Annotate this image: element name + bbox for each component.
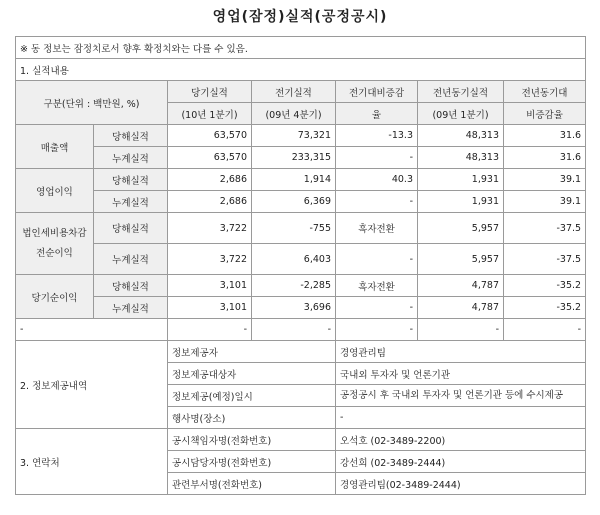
cell-prev: -2,285 [252,275,336,297]
page-title: 영업(잠정)실적(공정공시) [212,9,388,25]
category-operating-profit: 영업이익 [16,169,94,213]
category-pretax-income: 법인세비용차감전순이익 [16,213,94,275]
cell-prev-change: 흑자전환 [336,275,418,297]
cell-prev: 1,914 [252,169,336,191]
cell-yoy-change: 31.6 [504,147,586,169]
prev-header: 전기실적 [252,81,336,103]
yoy-change-subheader: 비증감율 [504,103,586,125]
notice-text: ※ 동 정보는 잠정치로서 향후 확정치와는 다를 수 있음. [16,37,586,59]
cell-current: 2,686 [168,191,252,213]
cell-yoy: 1,931 [418,191,504,213]
cell-prev-change: 흑자전환 [336,213,418,244]
cell-prev-change: - [336,147,418,169]
contact-key: 공시담당자명(전화번호) [168,451,336,473]
contact-key: 공시책임자명(전화번호) [168,429,336,451]
yoy-header: 전년동기실적 [418,81,504,103]
dash-cell: - [252,319,336,341]
row-kind: 당해실적 [94,213,168,244]
cell-prev: 3,696 [252,297,336,319]
cell-current: 3,722 [168,244,252,275]
contact-value: 경영관리팀(02-3489-2444) [336,473,586,495]
cell-yoy: 4,787 [418,275,504,297]
cell-current: 3,101 [168,297,252,319]
current-subheader: (10년 1분기) [168,103,252,125]
cell-prev: 73,321 [252,125,336,147]
dash-cell: - [418,319,504,341]
cell-current: 3,722 [168,213,252,244]
info-key: 정보제공자 [168,341,336,363]
cell-prev: 6,403 [252,244,336,275]
info-key: 정보제공(예정)일시 [168,385,336,407]
earnings-table [15,36,586,495]
category-net-income: 당기순이익 [16,275,94,319]
prev-change-header: 전기대비증감 [336,81,418,103]
cell-current: 2,686 [168,169,252,191]
prev-change-subheader: 율 [336,103,418,125]
cell-yoy: 5,957 [418,244,504,275]
cell-yoy-change: -35.2 [504,297,586,319]
cell-yoy: 1,931 [418,169,504,191]
row-kind: 누계실적 [94,147,168,169]
cell-current: 63,570 [168,147,252,169]
contact-key: 관련부서명(전화번호) [168,473,336,495]
info-key: 정보제공대상자 [168,363,336,385]
cell-current: 3,101 [168,275,252,297]
row-kind: 당해실적 [94,125,168,147]
cell-yoy: 5,957 [418,213,504,244]
info-value: 경영관리팀 [336,341,586,363]
cell-prev-change: 40.3 [336,169,418,191]
row-kind: 당해실적 [94,169,168,191]
info-key: 행사명(장소) [168,407,336,429]
yoy-subheader: (09년 1분기) [418,103,504,125]
cell-prev: -755 [252,213,336,244]
cell-yoy-change: -37.5 [504,213,586,244]
dash-cell: - [336,319,418,341]
row-kind: 누계실적 [94,297,168,319]
cell-yoy-change: 39.1 [504,191,586,213]
cell-yoy-change: 39.1 [504,169,586,191]
dash-cell: - [168,319,252,341]
cell-prev-change: -13.3 [336,125,418,147]
cell-prev-change: - [336,191,418,213]
section1-label: 1. 실적내용 [16,59,586,81]
dash-cell: - [16,319,168,341]
cell-prev-change: - [336,297,418,319]
info-value: 공정공시 후 국내외 투자자 및 언론기관 등에 수시제공 [336,385,586,407]
prev-subheader: (09년 4분기) [252,103,336,125]
category-revenue: 매출액 [16,125,94,169]
row-kind: 누계실적 [94,191,168,213]
section3-label: 3. 연락처 [16,429,168,495]
cell-prev: 233,315 [252,147,336,169]
cell-yoy-change: -35.2 [504,275,586,297]
yoy-change-header: 전년동기대 [504,81,586,103]
dash-cell: - [504,319,586,341]
info-value: - [336,407,586,429]
cell-prev-change: - [336,244,418,275]
cell-yoy: 4,787 [418,297,504,319]
cell-current: 63,570 [168,125,252,147]
current-header: 당기실적 [168,81,252,103]
row-kind: 당해실적 [94,275,168,297]
cell-yoy: 48,313 [418,125,504,147]
section2-label: 2. 정보제공내역 [16,341,168,429]
unit-header: 구분(단위 : 백만원, %) [16,81,168,125]
cell-yoy-change: 31.6 [504,125,586,147]
cell-yoy: 48,313 [418,147,504,169]
cell-prev: 6,369 [252,191,336,213]
contact-value: 오석호 (02-3489-2200) [336,429,586,451]
info-value: 국내외 투자자 및 언론기관 [336,363,586,385]
cell-yoy-change: -37.5 [504,244,586,275]
contact-value: 강선희 (02-3489-2444) [336,451,586,473]
row-kind: 누계실적 [94,244,168,275]
